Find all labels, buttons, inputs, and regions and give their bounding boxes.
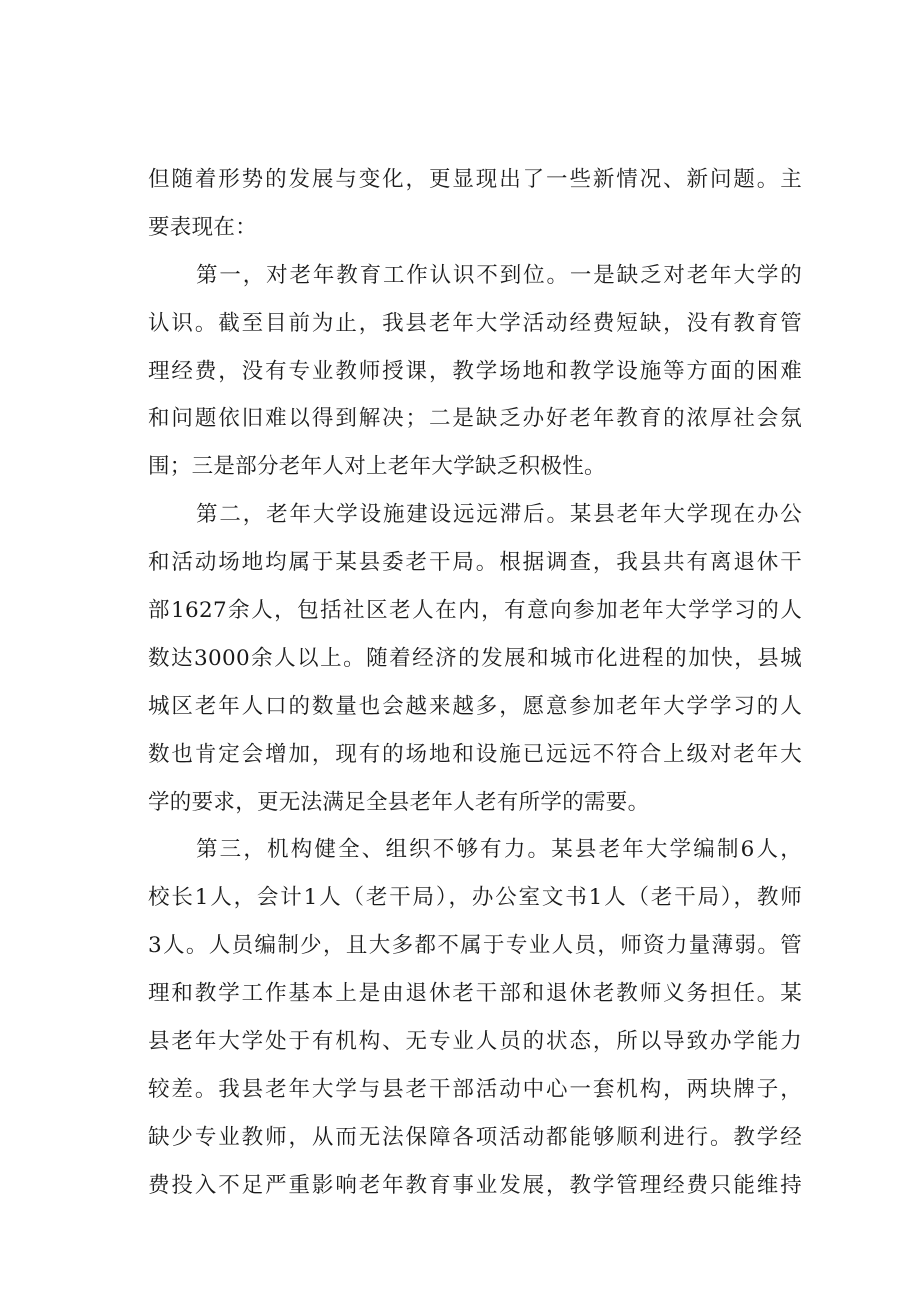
text-line: 理经费，没有专业教师授课，教学场地和教学设施等方面的困难 [148, 358, 802, 384]
document-body [148, 156, 802, 1210]
text-line: 第一，对老年教育工作认识不到位。一是缺乏对老年大学的 [196, 262, 802, 288]
text-line: 理和教学工作基本上是由退休老干部和退休老教师义务担任。某 [148, 981, 802, 1007]
text-line: 要表现在： [148, 214, 258, 240]
text-line: 数达3000余人以上。随着经济的发展和城市化进程的加快，县城 [148, 645, 802, 671]
text-line: 县老年大学处于有机构、无专业人员的状态，所以导致办学能力 [148, 1029, 802, 1055]
text-line: 部1627余人，包括社区老人在内，有意向参加老年大学学习的人 [148, 598, 802, 624]
text-line: 但随着形势的发展与变化，更显现出了一些新情况、新问题。主 [148, 167, 802, 192]
text-line: 缺少专业教师，从而无法保障各项活动都能够顺利进行。教学经 [148, 1124, 802, 1150]
text-line: 第三，机构健全、组织不够有力。某县老年大学编制6人， [196, 837, 802, 863]
text-line: 3人。人员编制少，且大多都不属于专业人员，师资力量薄弱。管 [148, 933, 802, 959]
text-line: 城区老年人口的数量也会越来越多，愿意参加老年大学学习的人 [148, 693, 802, 719]
text-line: 较差。我县老年大学与县老干部活动中心一套机构，两块牌子， [148, 1076, 802, 1102]
text-line: 费投入不足严重影响老年教育事业发展，教学管理经费只能维持 [148, 1172, 802, 1198]
text-line: 数也肯定会增加，现有的场地和设施已远远不符合上级对老年大 [148, 741, 802, 767]
text-line: 和问题依旧难以得到解决；二是缺乏办好老年教育的浓厚社会氛 [148, 406, 802, 432]
text-line: 围；三是部分老年人对上老年大学缺乏积极性。 [148, 454, 606, 480]
text-line: 第二，老年大学设施建设远远滞后。某县老年大学现在办公 [196, 502, 802, 528]
text-line: 和活动场地均属于某县委老干局。根据调查，我县共有离退休干 [148, 550, 802, 576]
text-line: 校长1人，会计1人（老干局），办公室文书1人（老干局），教师 [148, 885, 802, 911]
text-line: 认识。截至目前为止，我县老年大学活动经费短缺，没有教育管 [148, 310, 802, 336]
text-line: 学的要求，更无法满足全县老年人老有所学的需要。 [148, 789, 650, 815]
